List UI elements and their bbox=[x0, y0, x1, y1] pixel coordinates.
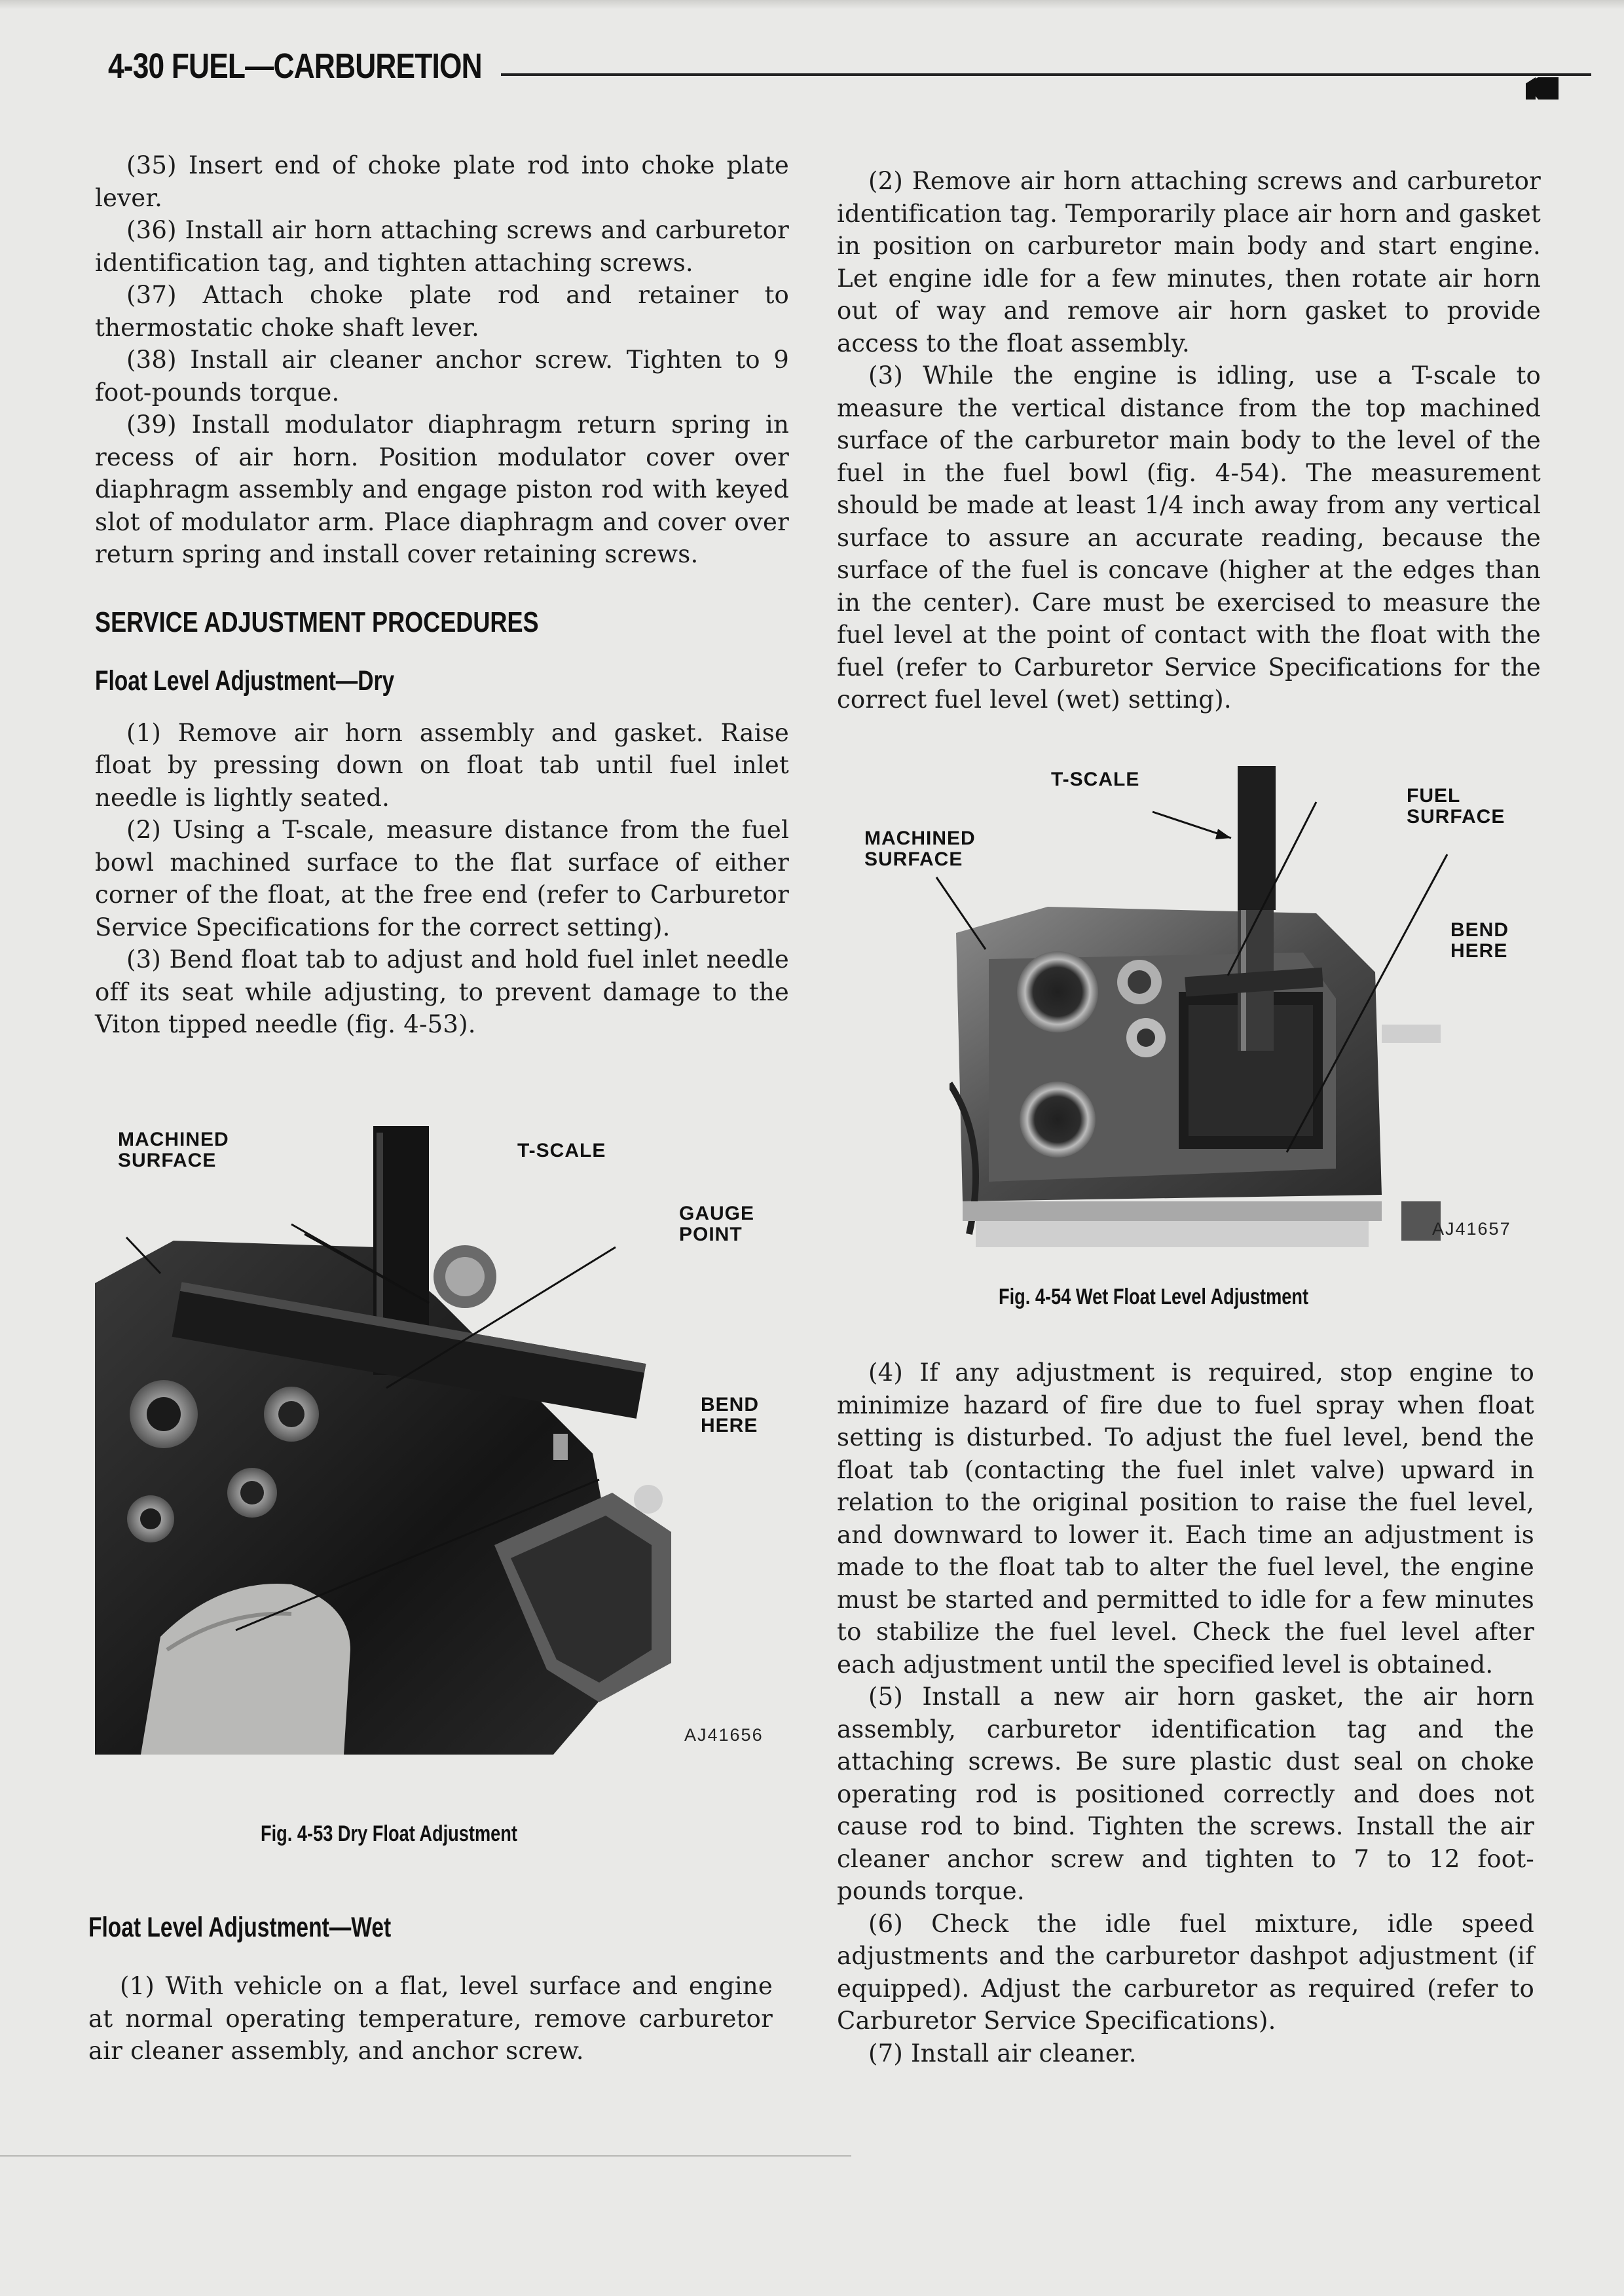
t-scale-bar bbox=[1238, 766, 1276, 910]
wet-float-photo bbox=[950, 894, 1454, 1247]
paragraph: (3) While the engine is idling, use a T-scale to measure the vertical distance from the top machined surface of the carburetor main body to the level of the fuel in the fuel bowl (fig. 4-54). The measurement should be made at least 1/4 inch away from any vertical surface to assure an accurate reading, because the surface of the fuel is concave (higher at the edges than in the center). Care must be exercised to measure the fuel level at the point of contact with the float with the fuel (refer to Carburetor Service Specifications for the correct fuel level (wet) setting). bbox=[837, 361, 1541, 714]
fig53-caption: Fig. 4-53 Dry Float Adjustment bbox=[261, 1821, 517, 1846]
callout-text: BEND HERE bbox=[1450, 919, 1509, 962]
paragraph: (6) Check the idle fuel mixture, idle speed adjustments and the carburetor dashpot adjustment (if equipped). Adjust the carburetor as required (refer to Carburetor Service Specifications). bbox=[837, 1909, 1534, 2035]
paragraph: (2) Remove air horn attaching screws and carburetor identification tag. Temporarily place air horn and gasket in position on carburetor main body and start engine. Let engine idle for a few minutes, then rotate air horn out of way and remove air horn gasket to provide access to the float assembly. bbox=[837, 167, 1541, 357]
paragraph: (3) Bend float tab to adjust and hold fuel inlet needle off its seat while adjusting, to prevent damage to the Viton tipped needle (fig. 4-53). bbox=[95, 945, 789, 1038]
dry-heading: Float Level Adjustment—Dry bbox=[95, 665, 395, 697]
fig53-callout-bend-here bbox=[701, 1394, 759, 1436]
fig53-id: AJ41656 bbox=[684, 1725, 764, 1745]
callout-text: GAUGE POINT bbox=[679, 1203, 755, 1245]
page-header bbox=[108, 46, 1559, 98]
fig54-callout-machined-surface bbox=[864, 828, 976, 870]
paragraph: (1) With vehicle on a flat, level surface and engine at normal operating temperature, remove carburetor air cleaner assembly, and anchor screw. bbox=[88, 1972, 773, 2065]
header-rule bbox=[501, 73, 1591, 76]
wet-heading: Float Level Adjustment—Wet bbox=[88, 1912, 392, 1943]
paragraph: (4) If any adjustment is required, stop engine to minimize hazard of fire due to fuel spray when float setting is disturbed. To adjust the fuel level, bend the float tab (contacting the fuel inlet valve) upward in relation to the original position to raise the fuel level, and downward to lower it. Each time an adjustment is made to the float tab to alter the fuel level, the engine must be started and permitted to idle for a few minutes to stabilize the fuel level. Check the fuel level after each adjustment until the specified level is obtained. bbox=[837, 1358, 1534, 1679]
section-heading: SERVICE ADJUSTMENT PROCEDURES bbox=[95, 606, 539, 638]
fig54-id: AJ41657 bbox=[1432, 1219, 1511, 1239]
callout-text: MACHINED SURFACE bbox=[118, 1129, 229, 1171]
left-column bbox=[95, 149, 789, 1041]
callout-text: FUEL SURFACE bbox=[1407, 785, 1505, 828]
paragraph: (5) Install a new air horn gasket, the air horn assembly, carburetor identification tag and the attaching screws. Be sure plastic dust seal on choke operating rod is positioned correctly and does not cause rod to bind. Tighten the screws. Install the air cleaner anchor screw and tighten to 7 to 12 foot-pounds torque. bbox=[837, 1683, 1534, 1905]
dry-float-photo bbox=[95, 1126, 750, 1755]
callout-text: BEND HERE bbox=[701, 1394, 760, 1436]
fig53-callout-gauge-point bbox=[679, 1203, 754, 1245]
bottom-rule bbox=[0, 2155, 851, 2157]
paragraph: (1) Remove air horn assembly and gasket. Raise float by pressing down on float tab until fuel inlet needle is lightly seated. bbox=[95, 718, 789, 812]
page-top-edge bbox=[0, 0, 1624, 9]
fig54-caption: Fig. 4-54 Wet Float Level Adjustment bbox=[999, 1285, 1309, 1309]
wet-section bbox=[88, 1912, 773, 2068]
paragraph: (37) Attach choke plate rod and retainer to thermostatic choke shaft lever. bbox=[95, 281, 789, 342]
fig53-callout-machined-surface bbox=[118, 1129, 229, 1171]
fig53-callout-t-scale: T-SCALE bbox=[517, 1140, 606, 1161]
paragraph: (2) Using a T-scale, measure distance from the fuel bowl machined surface to the flat surface of either corner of the float, at the free end (refer to Carburetor Service Specifications for the correct setting). bbox=[95, 816, 789, 941]
callout-text: MACHINED SURFACE bbox=[864, 828, 976, 870]
paragraph: (36) Install air horn attaching screws and carburetor identification tag, and tighten attaching screws. bbox=[95, 216, 789, 277]
page-header-title: 4-30 FUEL—CARBURETION bbox=[108, 46, 482, 86]
figure-4-53 bbox=[95, 1126, 789, 1866]
paragraph: (38) Install air cleaner anchor screw. Tighten to 9 foot-pounds torque. bbox=[95, 346, 789, 407]
fig54-callout-bend-here bbox=[1450, 920, 1509, 962]
paragraph: (35) Insert end of choke plate rod into choke plate lever. bbox=[95, 151, 789, 212]
corner-mark-icon bbox=[1526, 77, 1559, 100]
right-column-bottom bbox=[837, 1357, 1534, 2069]
fig54-callout-fuel-surface bbox=[1407, 786, 1505, 828]
right-column-top bbox=[837, 165, 1541, 716]
figure-4-54 bbox=[864, 766, 1559, 1316]
paragraph: (7) Install air cleaner. bbox=[868, 2039, 1137, 2068]
paragraph: (39) Install modulator diaphragm return spring in recess of air horn. Position modulator cover over diaphragm assembly and engage piston rod with keyed slot of modulator arm. Place diaphragm and cover over return spring and install cover retaining screws. bbox=[95, 410, 789, 568]
fig54-callout-t-scale: T-SCALE bbox=[1051, 769, 1140, 790]
